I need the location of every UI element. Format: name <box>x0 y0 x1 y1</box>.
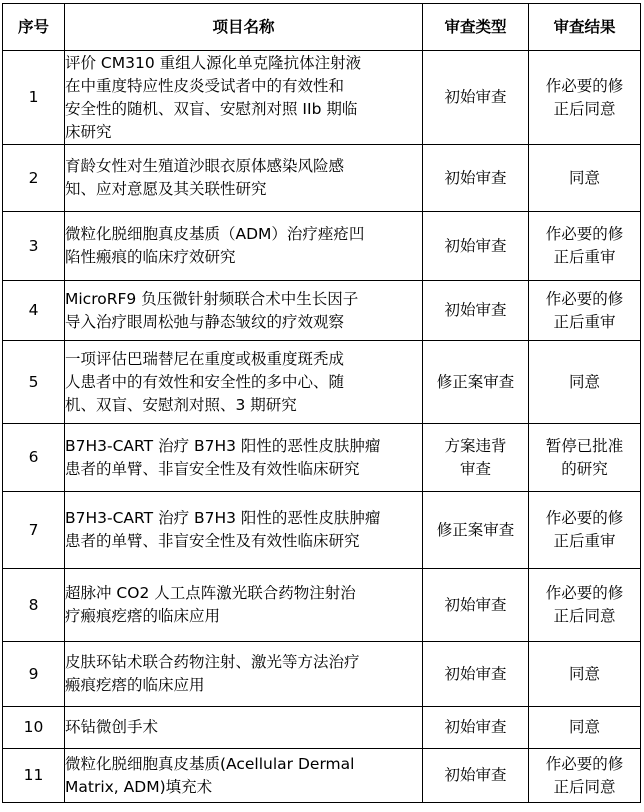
row-number: 2 <box>3 145 65 212</box>
cell-line: 正后重审 <box>553 312 616 331</box>
cell-line: 的研究 <box>561 459 608 478</box>
cell-line: 作必要的修 <box>545 289 624 308</box>
cell-line: 初始审查 <box>444 301 507 319</box>
table-row <box>3 424 641 492</box>
cell-line: 人患者中的有效性和安全性的多中心、随 <box>65 372 345 391</box>
review-type-cell <box>423 281 529 341</box>
cell-line: 超脉冲 CO2 人工点阵激光联合药物注射治 <box>65 584 356 602</box>
cell-line: 微粒化脱细胞真皮基质（ADM）治疗痤疮凹 <box>65 225 365 243</box>
cell-line: MicroRF9 负压微针射频联合术中生长因子 <box>65 289 359 308</box>
table-row <box>3 642 641 707</box>
review-result-cell <box>529 145 641 212</box>
row-number: 5 <box>3 341 65 424</box>
cell-line: 审查 <box>459 459 491 478</box>
row-number: 3 <box>3 212 65 281</box>
project-name-cell <box>65 749 423 803</box>
review-type-cell <box>423 212 529 281</box>
header-review-result: 审查结果 <box>529 4 641 51</box>
table-row <box>3 341 641 424</box>
cell-line: 安全性的随机、双盲、安慰剂对照 IIb 期临 <box>65 99 358 118</box>
table-row <box>3 569 641 642</box>
review-type-cell <box>423 341 529 424</box>
cell-line: 患者的单臂、非盲安全性及有效性临床研究 <box>65 459 360 478</box>
cell-line: 陷性瘢痕的临床疗效研究 <box>65 248 236 266</box>
cell-line: 评价 CM310 重组人源化单克隆抗体注射液 <box>65 53 362 72</box>
cell-line: 同意 <box>568 372 600 391</box>
row-number: 7 <box>3 492 65 569</box>
cell-line: 知、应对意愿及其关联性研究 <box>65 180 267 198</box>
row-number: 6 <box>3 424 65 492</box>
cell-line: 同意 <box>568 168 600 187</box>
review-result-cell <box>529 492 641 569</box>
review-type-cell <box>423 749 529 803</box>
review-result-cell <box>529 281 641 341</box>
review-table <box>2 3 641 803</box>
table-row <box>3 749 641 803</box>
cell-line: 同意 <box>568 718 600 736</box>
cell-line: 作必要的修 <box>545 225 624 243</box>
project-name-cell <box>65 642 423 707</box>
cell-line: 修正案审查 <box>436 520 515 539</box>
row-number: 4 <box>3 281 65 341</box>
cell-line: 机、双盲、安慰剂对照、3 期研究 <box>65 395 297 414</box>
row-number: 1 <box>3 51 65 145</box>
project-name-cell <box>65 569 423 642</box>
cell-line: 正后重审 <box>553 532 616 550</box>
cell-line: 床研究 <box>65 122 112 141</box>
project-name-cell <box>65 424 423 492</box>
cell-line: 初始审查 <box>444 718 507 736</box>
row-number: 9 <box>3 642 65 707</box>
cell-line: Matrix, ADM)填充术 <box>65 777 213 796</box>
review-result-cell <box>529 212 641 281</box>
table-row <box>3 212 641 281</box>
cell-line: 正后同意 <box>553 99 616 118</box>
cell-line: 初始审查 <box>444 664 507 683</box>
review-type-cell <box>423 424 529 492</box>
cell-line: B7H3-CART 治疗 B7H3 阳性的恶性皮肤肿瘤 <box>65 509 381 527</box>
project-name-cell <box>65 707 423 749</box>
table-row <box>3 51 641 145</box>
cell-line: 同意 <box>568 664 600 683</box>
cell-line: 作必要的修 <box>545 584 624 602</box>
cell-line: 初始审查 <box>444 236 507 255</box>
cell-line: 作必要的修 <box>545 509 624 527</box>
cell-line: 疗瘢痕疙瘩的临床应用 <box>65 607 221 625</box>
review-type-cell <box>423 51 529 145</box>
project-name-cell <box>65 492 423 569</box>
review-result-cell <box>529 749 641 803</box>
cell-line: 作必要的修 <box>545 754 624 773</box>
table-body <box>3 51 641 803</box>
cell-line: 正后同意 <box>553 607 616 625</box>
cell-line: 初始审查 <box>444 595 507 614</box>
review-type-cell <box>423 642 529 707</box>
cell-line: 修正案审查 <box>436 372 515 391</box>
cell-line: 正后重审 <box>553 248 616 266</box>
header-review-type: 审查类型 <box>423 4 529 51</box>
cell-line: 在中重度特应性皮炎受试者中的有效性和 <box>65 76 345 95</box>
project-name-cell <box>65 145 423 212</box>
cell-line: 一项评估巴瑞替尼在重度或极重度斑秃成 <box>65 349 345 368</box>
cell-line: 方案违背 <box>444 436 507 455</box>
project-name-cell <box>65 51 423 145</box>
review-type-cell <box>423 707 529 749</box>
cell-line: 微粒化脱细胞真皮基质(Acellular Dermal <box>65 754 355 773</box>
review-result-cell <box>529 642 641 707</box>
cell-line: 初始审查 <box>444 766 507 784</box>
cell-line: 育龄女性对生殖道沙眼衣原体感染风险感 <box>65 157 345 175</box>
review-result-cell <box>529 569 641 642</box>
review-type-cell <box>423 492 529 569</box>
review-type-cell <box>423 569 529 642</box>
cell-line: 正后同意 <box>553 777 616 796</box>
review-type-cell <box>423 145 529 212</box>
cell-line: 初始审查 <box>444 88 507 106</box>
cell-line: 导入治疗眼周松弛与静态皱纹的疗效观察 <box>65 312 345 331</box>
table-row <box>3 281 641 341</box>
cell-line: B7H3-CART 治疗 B7H3 阳性的恶性皮肤肿瘤 <box>65 436 381 455</box>
cell-line: 皮肤环钻术联合药物注射、激光等方法治疗 <box>65 653 360 671</box>
row-number: 11 <box>3 749 65 803</box>
cell-line: 作必要的修 <box>545 76 624 95</box>
header-num: 序号 <box>3 4 65 51</box>
cell-line: 患者的单臂、非盲安全性及有效性临床研究 <box>65 532 360 550</box>
header-row <box>3 4 641 51</box>
cell-line: 初始审查 <box>444 168 507 187</box>
review-result-cell <box>529 341 641 424</box>
cell-line: 环钻微创手术 <box>65 718 159 736</box>
project-name-cell <box>65 341 423 424</box>
row-number: 10 <box>3 707 65 749</box>
table-row <box>3 492 641 569</box>
project-name-cell <box>65 281 423 341</box>
review-result-cell <box>529 707 641 749</box>
review-result-cell <box>529 51 641 145</box>
header-project-name: 项目名称 <box>65 4 423 51</box>
review-result-cell <box>529 424 641 492</box>
cell-line: 暂停已批准 <box>545 436 624 455</box>
project-name-cell <box>65 212 423 281</box>
cell-line: 瘢痕疙瘩的临床应用 <box>65 676 205 694</box>
table-row <box>3 145 641 212</box>
row-number: 8 <box>3 569 65 642</box>
table-row <box>3 707 641 749</box>
